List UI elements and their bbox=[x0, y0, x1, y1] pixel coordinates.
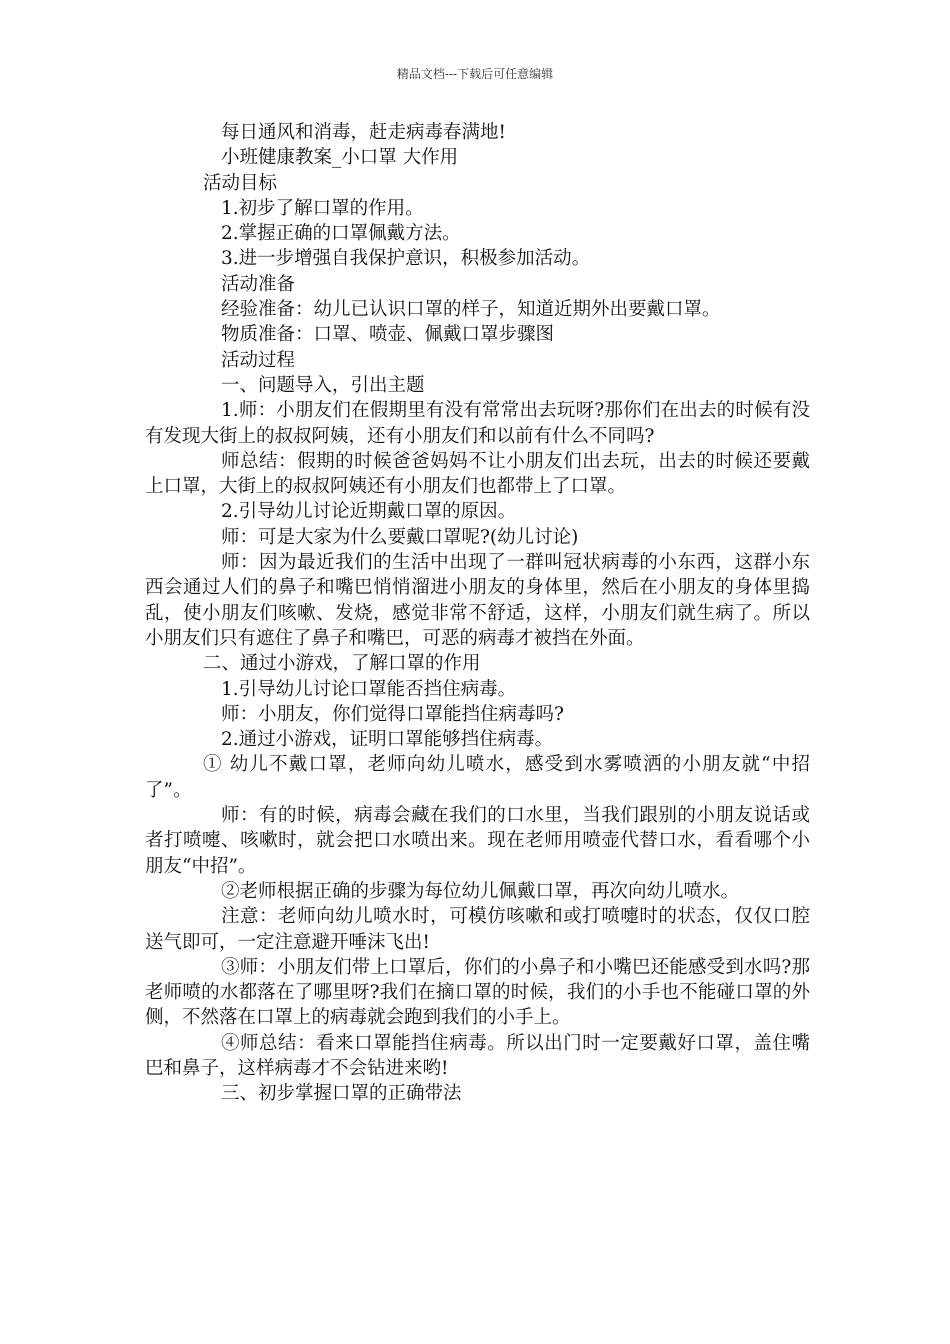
paragraph: 1.引导幼儿讨论口罩能否挡住病毒。 bbox=[221, 678, 517, 700]
paragraph: 师：可是大家为什么要戴口罩呢?(幼儿讨论) bbox=[221, 526, 579, 548]
paragraph: ②老师根据正确的步骤为每位幼儿佩戴口罩，再次向幼儿喷水。 bbox=[221, 880, 740, 902]
paragraph: 1.师：小朋友们在假期里有没有常常出去玩呀?那你们在出去的时候有没有发现大街上的叔叔阿姨，还有小朋友们和以前有什么不同吗? bbox=[145, 400, 810, 447]
page-header: 精品文档---下载后可任意编辑 bbox=[396, 67, 554, 81]
paragraph: 经验准备：幼儿已认识口罩的样子，知道近期外出要戴口罩。 bbox=[221, 299, 721, 321]
paragraph: 2.引导幼儿讨论近期戴口罩的原因。 bbox=[221, 501, 517, 523]
paragraph: 师总结：假期的时候爸爸妈妈不让小朋友们出去玩，出去的时候还要戴上口罩，大街上的叔叔阿姨还有小朋友们也都带上了口罩。 bbox=[145, 450, 810, 498]
paragraph: 二、通过小游戏，了解口罩的作用 bbox=[203, 653, 481, 675]
document-body bbox=[145, 120, 810, 1107]
paragraph: 每日通风和消毒，赶走病毒春满地! bbox=[221, 122, 506, 143]
paragraph: 2.掌握正确的口罩佩戴方法。 bbox=[221, 223, 461, 245]
paragraph: 师：小朋友，你们觉得口罩能挡住病毒吗? bbox=[221, 703, 564, 725]
paragraph: 活动过程 bbox=[221, 349, 296, 371]
paragraph: ③师：小朋友们带上口罩后，你们的小鼻子和小嘴巴还能感受到水吗?那老师喷的水都落在了哪里呀?我们在摘口罩的时候，我们的小手也不能碰口罩的外侧，不然落在口罩上的病毒就会跑到我们的小手上。 bbox=[145, 956, 810, 1029]
paragraph: 3.进一步增强自我保护意识，积极参加活动。 bbox=[221, 248, 591, 270]
paragraph: 活动准备 bbox=[221, 273, 296, 295]
paragraph: 一、问题导入，引出主题 bbox=[221, 374, 425, 396]
paragraph: ① 幼儿不戴口罩，老师向幼儿喷水，感受到水雾喷洒的小朋友就“中招了”。 bbox=[145, 754, 810, 801]
paragraph: 2.通过小游戏，证明口罩能够挡住病毒。 bbox=[221, 729, 554, 751]
paragraph: 活动目标 bbox=[203, 172, 278, 194]
paragraph: ④师总结：看来口罩能挡住病毒。所以出门时一定要戴好口罩，盖住嘴巴和鼻子，这样病毒才不会钻进来哟! bbox=[145, 1032, 810, 1079]
paragraph: 注意：老师向幼儿喷水时，可模仿咳嗽和或打喷嚏时的状态，仅仅口腔送气即可，一定注意避开唾沫飞出! bbox=[145, 906, 810, 953]
paragraph: 小班健康教案_小口罩 大作用 bbox=[221, 147, 459, 169]
paragraph: 师：有的时候，病毒会藏在我们的口水里，当我们跟别的小朋友说话或者打喷嚏、咳嗽时，就会把口水喷出来。现在老师用喷壶代替口水，看看哪个小朋友“中招”。 bbox=[145, 805, 810, 877]
paragraph: 1.初步了解口罩的作用。 bbox=[221, 197, 424, 219]
paragraph: 三、初步掌握口罩的正确带法 bbox=[221, 1083, 462, 1105]
paragraph: 物质准备：口罩、喷壶、佩戴口罩步骤图 bbox=[221, 324, 555, 346]
paragraph: 师：因为最近我们的生活中出现了一群叫冠状病毒的小东西，这群小东西会通过人们的鼻子和嘴巴悄悄溜进小朋友的身体里，然后在小朋友的身体里捣乱，使小朋友们咳嗽、发烧，感觉非常不舒适，这样，小朋友们就生病了。所以小朋友们只有遮住了鼻子和嘴巴，可恶的病毒才被挡在外面。 bbox=[145, 552, 810, 649]
